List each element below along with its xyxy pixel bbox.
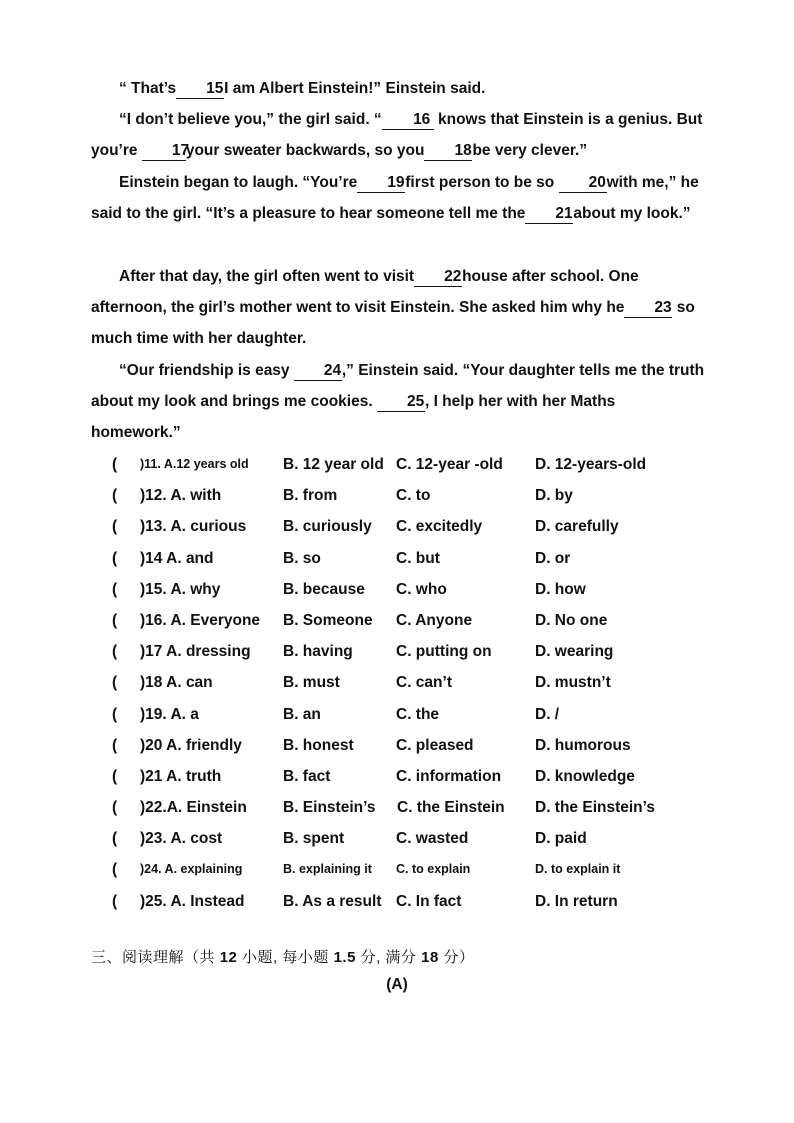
option-b: B. an (283, 705, 321, 723)
passage-paragraph-3 (91, 167, 707, 229)
option-b: B. because (283, 580, 365, 598)
answer-paren: ( (112, 456, 118, 473)
option-d: D. No one (535, 611, 608, 629)
text: so much time with her daughter. (91, 299, 695, 348)
option-b: B. spent (283, 830, 345, 848)
option-b: B. curiously (283, 518, 372, 536)
answer-paren: ( (112, 518, 118, 536)
option-d: D. humorous (535, 736, 631, 754)
passage-subheading: (A) (386, 976, 408, 993)
option-b: B. 12 year old (283, 456, 384, 473)
option-d: D. or (535, 549, 571, 567)
passage-paragraph-2 (91, 104, 707, 166)
option-b: B. As a result (283, 892, 382, 910)
option-a: )23. A. cost (140, 830, 223, 848)
answer-paren: ( (112, 674, 118, 692)
answer-paren: ( (112, 767, 118, 785)
passage-paragraph-1 (91, 73, 707, 104)
answer-paren: ( (112, 580, 118, 598)
option-a: )20 A. friendly (140, 736, 242, 754)
answer-paren: ( (112, 705, 118, 723)
option-a: )19. A. a (140, 705, 199, 723)
text: house after school. One afternoon, the girl’s mother went to visit Einstein. She asked him why he (91, 268, 639, 317)
question-row-19 (112, 699, 712, 730)
option-b: B. Einstein’s (283, 799, 376, 817)
option-a: )22.A. Einstein (140, 799, 247, 817)
question-row-12 (112, 480, 712, 511)
option-d: D. 12-years-old (535, 456, 647, 473)
section-points: 1.5 (333, 949, 356, 966)
question-row-16 (112, 605, 712, 636)
option-a: )11. A.12 years old (140, 457, 249, 471)
option-c: C. the (396, 705, 440, 723)
text: be very clever.” (472, 142, 588, 160)
option-a: )17 A. dressing (140, 643, 251, 661)
question-row-11 (112, 449, 712, 480)
option-d: D. to explain it (535, 862, 621, 877)
blank-17: 17 (142, 142, 186, 161)
answer-paren: ( (112, 611, 118, 629)
option-c: C. who (396, 580, 447, 598)
text: first person to be so (405, 174, 559, 191)
option-b: B. fact (283, 767, 331, 785)
answer-paren: ( (112, 549, 118, 567)
question-row-15 (112, 574, 712, 605)
option-a: )25. A. Instead (140, 892, 245, 910)
option-a: )18 A. can (140, 674, 213, 692)
section-text: 分） (443, 949, 475, 966)
question-row-23 (112, 823, 712, 854)
answer-paren: ( (112, 643, 118, 661)
blank-15: 15 (176, 80, 224, 99)
text: your sweater backwards, so you (185, 142, 425, 160)
blank-16: 16 (382, 111, 434, 130)
option-c: C. In fact (396, 892, 462, 910)
blank-25: 25 (377, 393, 425, 412)
option-b: B. from (283, 487, 338, 505)
option-c: C. putting on (396, 643, 492, 661)
option-d: D. carefully (535, 518, 619, 536)
text: , I help her with her Maths homework.” (91, 393, 616, 442)
text: “I don’t believe you,” the girl said. “ (119, 111, 382, 128)
text: about my look.” (573, 205, 691, 223)
answer-paren: ( (112, 861, 118, 879)
option-c: C. pleased (396, 736, 474, 754)
option-d: D. the Einstein’s (535, 799, 656, 817)
passage-paragraph-5 (91, 355, 707, 449)
blank-19: 19 (357, 174, 405, 193)
text: “Our friendship is easy (119, 362, 294, 379)
text: “ That’s (119, 80, 177, 97)
section-count: 12 (219, 949, 238, 966)
blank-21: 21 (525, 205, 573, 224)
option-c: C. the Einstein (397, 799, 505, 817)
question-row-18 (112, 667, 712, 698)
option-b: B. having (283, 643, 353, 661)
option-b: B. must (283, 674, 340, 692)
answer-paren: ( (112, 830, 118, 848)
text: After that day, the girl often went to visit (119, 268, 415, 285)
question-options-list (112, 449, 712, 917)
section-text: 三、阅读理解（共 (91, 949, 216, 966)
option-a: )14 A. and (140, 549, 214, 567)
text: Einstein began to laugh. “You’re (119, 174, 358, 191)
option-d: D. / (535, 705, 560, 723)
option-c: C. can’t (396, 674, 452, 692)
option-b: B. so (283, 549, 321, 567)
option-c: C. to explain (396, 862, 471, 877)
section-text: 小题, 每小题 (242, 949, 329, 966)
option-b: B. Someone (283, 611, 373, 629)
section-total: 18 (421, 949, 439, 966)
option-c: C. information (396, 767, 502, 785)
answer-paren: ( (112, 736, 118, 754)
option-a: )13. A. curious (140, 518, 247, 536)
question-row-21 (112, 761, 712, 792)
question-row-22 (112, 792, 712, 823)
section-heading-reading (91, 946, 474, 967)
text: knows that Einstein is a genius. But you’re (91, 111, 703, 160)
blank-24: 24 (294, 362, 342, 381)
option-c: C. wasted (396, 830, 469, 848)
option-c: C. to (396, 487, 431, 505)
option-b: B. honest (283, 736, 354, 754)
option-a: )21 A. truth (140, 767, 222, 785)
blank-23: 23 (624, 299, 672, 318)
blank-20: 20 (559, 174, 607, 193)
answer-paren: ( (112, 487, 118, 505)
question-row-24 (112, 854, 712, 885)
option-a: )16. A. Everyone (140, 611, 261, 629)
section-text: 分, 满分 (360, 949, 417, 966)
option-d: D. knowledge (535, 767, 635, 785)
option-b: B. explaining it (283, 862, 372, 877)
option-d: D. wearing (535, 643, 614, 661)
blank-22: 22 (414, 268, 462, 287)
option-d: D. by (535, 487, 573, 505)
option-c: C. excitedly (396, 518, 483, 536)
option-d: D. In return (535, 892, 618, 910)
text: I am Albert Einstein!” Einstein said. (224, 80, 486, 97)
option-d: D. paid (535, 830, 587, 848)
question-row-17 (112, 636, 712, 667)
option-a: )15. A. why (140, 580, 221, 598)
option-d: D. mustn’t (535, 674, 611, 692)
question-row-20 (112, 730, 712, 761)
text: with me,” he said to the girl. “It’s a pleasure to hear someone tell me the (91, 174, 699, 223)
question-row-13 (112, 511, 712, 542)
option-a: )24. A. explaining (140, 862, 243, 877)
option-c: C. but (396, 549, 440, 567)
question-row-14 (112, 543, 712, 574)
passage-paragraph-4 (91, 261, 707, 355)
answer-paren: ( (112, 799, 118, 817)
option-c: C. Anyone (396, 611, 473, 629)
text: ,” Einstein said. “Your daughter tells me the truth about my look and brings me cookies. (91, 362, 705, 411)
question-row-25 (112, 886, 712, 917)
option-c: C. 12-year -old (396, 456, 503, 473)
option-d: D. how (535, 580, 586, 598)
blank-18: 18 (424, 142, 472, 161)
option-a: )12. A. with (140, 487, 222, 505)
answer-paren: ( (112, 892, 118, 910)
